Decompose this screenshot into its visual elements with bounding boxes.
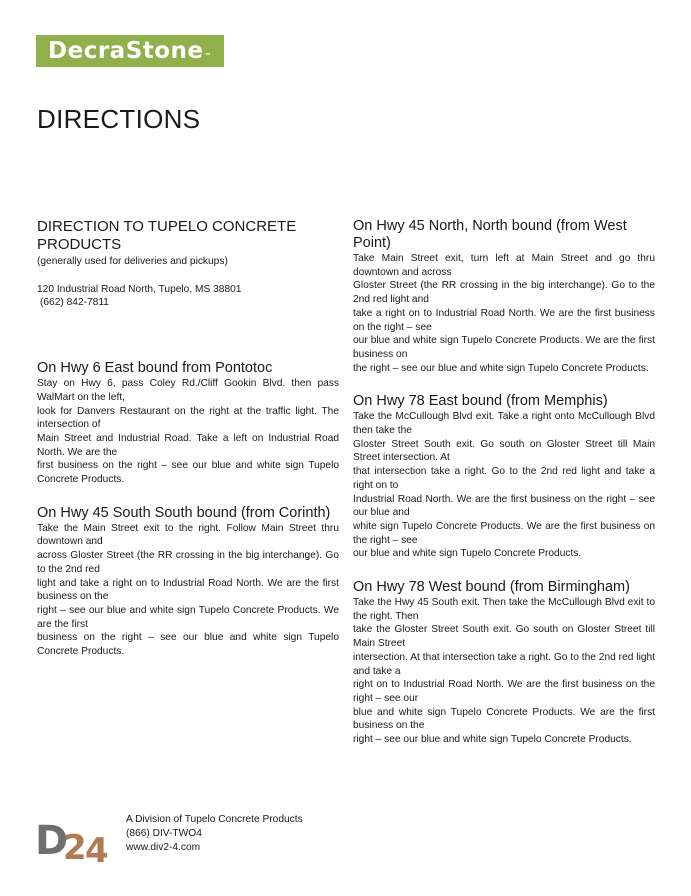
phone-line: (662) 842-7811 <box>40 297 109 309</box>
d24-logo-letter: D <box>35 818 69 864</box>
footer-website[interactable]: www.div2-4.com <box>126 842 201 853</box>
direction-section <box>353 218 655 375</box>
direction-line: that intersection take a right. Go to the 2nd red light and take a right on to <box>353 466 655 491</box>
direction-section <box>353 393 655 561</box>
direction-line: light and take a right on to Industrial Road North. We are the first business on the <box>37 577 339 603</box>
d24-logo-number-2: 2 <box>63 828 87 864</box>
direction-line: Gloster Street (the RR crossing in the big interchange). Go to the 2nd red light and <box>353 280 655 306</box>
direction-line: Industrial Road North. We are the first business on the right – see our blue and <box>353 493 655 519</box>
direction-line: Take Main Street exit, turn left at Main Street and go thru downtown and across <box>353 253 655 278</box>
footer-division: A Division of Tupelo Concrete Products <box>126 814 303 825</box>
right-column <box>353 218 655 765</box>
direction-line: Take the Main Street exit to the right. Follow Main Street thru downtown and <box>37 522 339 548</box>
direction-line: take a right on to Industrial Road North. We are the first business on the right – see <box>353 307 655 333</box>
direction-line: right on to Industrial Road North. We are the first business on the right – see our <box>353 679 655 704</box>
footer-contact <box>126 813 303 855</box>
intro-section <box>37 218 339 310</box>
direction-line: blue and white sign Tupelo Concrete Products. We are the first business on the <box>353 706 655 732</box>
d24-logo <box>35 812 115 864</box>
direction-line: business on the right – see our blue and white sign Tupelo Concrete Products. <box>37 632 339 658</box>
direction-line: Main Street and Industrial Road. Take a left on Industrial Road North. We are the <box>37 432 339 458</box>
address-block <box>37 283 339 310</box>
direction-heading: On Hwy 45 South South bound (from Corinth) <box>37 504 331 521</box>
direction-line: right – see our blue and white sign Tupelo Concrete Products. We are the first <box>37 604 339 630</box>
direction-heading: On Hwy 78 West bound (from Birmingham) <box>353 579 630 596</box>
direction-text <box>353 596 655 747</box>
intro-subtitle: (generally used for deliveries and pickups) <box>37 256 228 267</box>
direction-line: white sign Tupelo Concrete Products. We are the first business on the right – see <box>353 520 655 546</box>
direction-line: our blue and white sign Tupelo Concrete Products. <box>353 548 582 560</box>
direction-line: intersection. At that intersection take a right. Go to the 2nd red light and take a <box>353 651 655 677</box>
direction-section <box>37 505 339 659</box>
direction-section <box>37 360 339 487</box>
direction-line: Take the McCullough Blvd exit. Take a right onto McCullough Blvd then take the <box>353 411 655 437</box>
page-title: DIRECTIONS <box>37 104 201 134</box>
direction-section <box>353 579 655 747</box>
direction-text <box>37 377 339 487</box>
direction-text <box>37 522 339 659</box>
intro-heading: DIRECTION TO TUPELO CONCRETE PRODUCTS <box>37 218 297 253</box>
logo-text: DecraStone <box>48 38 204 64</box>
direction-line: Gloster Street South exit. Go south on Gloster Street till Main Street intersection. At <box>353 438 655 464</box>
address-line: 120 Industrial Road North, Tupelo, MS 38801 <box>37 283 242 295</box>
left-column <box>37 218 339 677</box>
right-direction-sections <box>353 218 655 747</box>
direction-line: first business on the right – see our blue and white sign Tupelo Concrete Products. <box>37 460 339 486</box>
direction-line: the right – see our blue and white sign Tupelo Concrete Products. <box>353 362 649 374</box>
direction-line: right – see our blue and white sign Tupelo Concrete Products. <box>353 734 632 746</box>
direction-text <box>353 410 655 561</box>
direction-text <box>353 252 655 375</box>
logo-trademark: ™ <box>204 52 213 60</box>
decrastone-logo <box>36 35 224 67</box>
direction-heading: On Hwy 78 East bound (from Memphis) <box>353 393 608 410</box>
direction-line: Stay on Hwy 6, pass Coley Rd./Cliff Gookin Blvd. then pass WalMart on the left, <box>37 378 339 403</box>
direction-line: Take the Hwy 45 South exit. Then take the McCullough Blvd exit to the right. Then <box>353 597 655 622</box>
direction-line: look for Danvers Restaurant on the right at the traffic light. The intersection of <box>37 405 339 431</box>
left-direction-sections <box>37 360 339 659</box>
footer-phone: (866) DIV-TWO4 <box>126 828 202 839</box>
direction-line: across Gloster Street (the RR crossing in the big interchange). Go to the 2nd red <box>37 550 339 575</box>
direction-line: our blue and white sign Tupelo Concrete Products. We are the first business on <box>353 335 655 360</box>
d24-logo-number-4: 4 <box>85 831 109 864</box>
direction-line: take the Gloster Street South exit. Go south on Gloster Street till Main Street <box>353 624 655 650</box>
direction-heading: On Hwy 6 East bound from Pontotoc <box>37 360 273 377</box>
direction-heading: On Hwy 45 North, North bound (from West Point) <box>353 218 627 251</box>
